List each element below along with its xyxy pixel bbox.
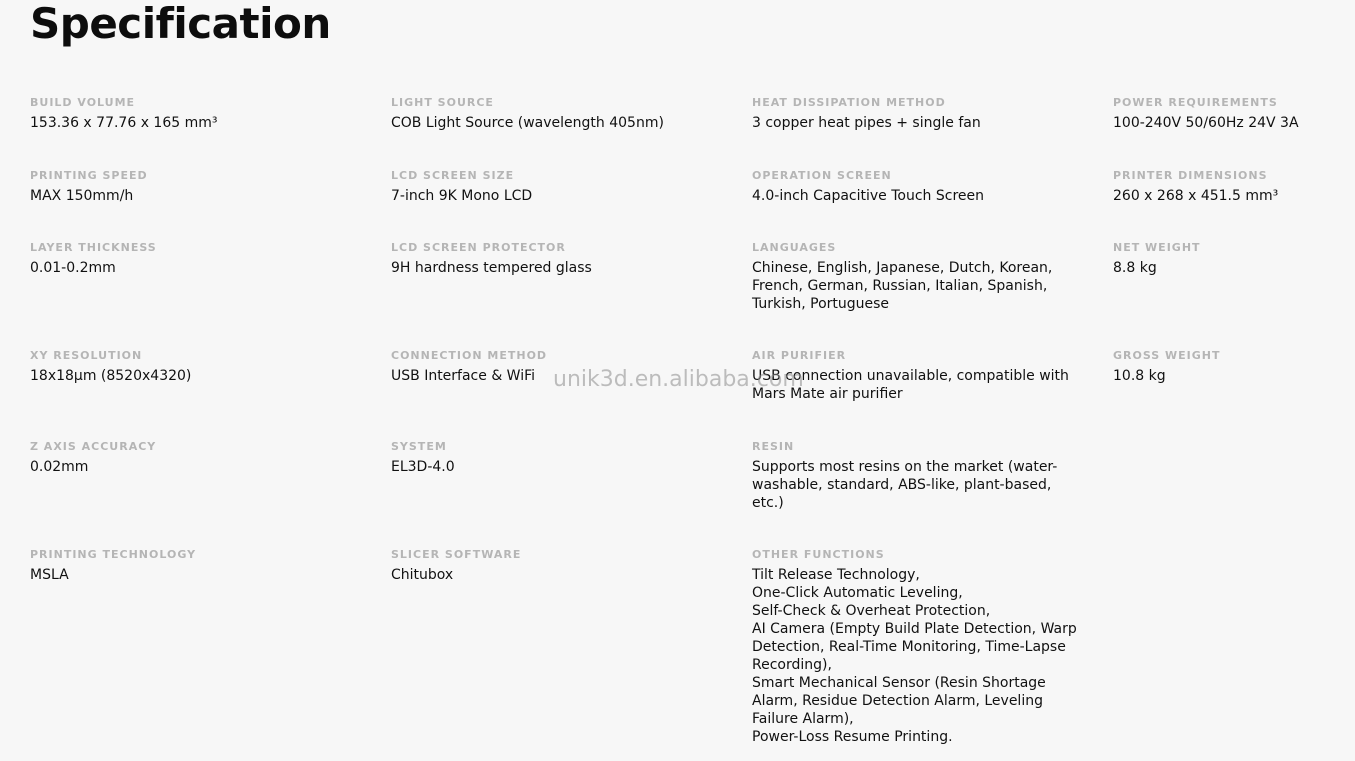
spec-value: USB Interface & WiFi bbox=[391, 368, 536, 384]
spec-value: MSLA bbox=[30, 567, 69, 583]
spec-label: HEAT DISSIPATION METHOD bbox=[752, 96, 946, 109]
spec-xy-resolution bbox=[30, 349, 386, 385]
spec-value: EL3D-4.0 bbox=[391, 459, 455, 475]
spec-label: PRINTING SPEED bbox=[30, 169, 148, 182]
spec-value: Tilt Release Technology, One-Click Automatic Leveling, Self-Check & Overheat Protection, AI Camera (Empty Build Plate Detection, Warp Detection, Real-Time Monitoring, Time-Lapse Recording), Smart Mechanical Sensor (Resin Shortage Alarm, Residue Detection Alarm, Leveling Failure Alarm), Power-Loss Resume Printing. bbox=[752, 567, 1077, 745]
spec-light-source bbox=[391, 96, 747, 132]
spec-label: PRINTING TECHNOLOGY bbox=[30, 548, 197, 561]
page-title: Specification bbox=[30, 0, 331, 48]
watermark: unik3d.en.alibaba.com bbox=[553, 367, 804, 392]
spec-value: MAX 150mm/h bbox=[30, 188, 134, 204]
spec-label: Z AXIS ACCURACY bbox=[30, 440, 157, 453]
spec-connection-method bbox=[391, 349, 747, 385]
spec-label: RESIN bbox=[752, 440, 795, 453]
spec-z-axis-accuracy bbox=[30, 440, 386, 476]
spec-value: 7-inch 9K Mono LCD bbox=[391, 188, 533, 204]
spec-printing-technology bbox=[30, 548, 386, 584]
spec-power-requirements bbox=[1113, 96, 1349, 132]
spec-other-functions bbox=[752, 548, 1110, 746]
spec-net-weight bbox=[1113, 241, 1349, 277]
spec-label: SYSTEM bbox=[391, 440, 447, 453]
spec-label: SLICER SOFTWARE bbox=[391, 548, 522, 561]
spec-value: 260 x 268 x 451.5 mm³ bbox=[1113, 188, 1279, 204]
spec-label: PRINTER DIMENSIONS bbox=[1113, 169, 1268, 182]
spec-air-purifier bbox=[752, 349, 1110, 403]
spec-value: Chitubox bbox=[391, 567, 454, 583]
spec-value: 4.0-inch Capacitive Touch Screen bbox=[752, 188, 984, 204]
spec-label: LAYER THICKNESS bbox=[30, 241, 157, 254]
spec-label: NET WEIGHT bbox=[1113, 241, 1201, 254]
spec-value: 0.01-0.2mm bbox=[30, 260, 116, 276]
spec-label: OPERATION SCREEN bbox=[752, 169, 892, 182]
spec-label: AIR PURIFIER bbox=[752, 349, 847, 362]
spec-value: 18x18μm (8520x4320) bbox=[30, 368, 192, 384]
spec-value: 0.02mm bbox=[30, 459, 89, 475]
spec-printing-speed bbox=[30, 169, 386, 205]
spec-resin bbox=[752, 440, 1110, 512]
spec-label: CONNECTION METHOD bbox=[391, 349, 548, 362]
spec-value: USB connection unavailable, compatible with Mars Mate air purifier bbox=[752, 368, 1069, 402]
spec-label: LIGHT SOURCE bbox=[391, 96, 494, 109]
spec-label: LCD SCREEN PROTECTOR bbox=[391, 241, 566, 254]
spec-value: COB Light Source (wavelength 405nm) bbox=[391, 115, 664, 131]
spec-value: 3 copper heat pipes + single fan bbox=[752, 115, 981, 131]
spec-operation-screen bbox=[752, 169, 1110, 205]
spec-value: Chinese, English, Japanese, Dutch, Korean, French, German, Russian, Italian, Spanish, Turkish, Portuguese bbox=[752, 260, 1053, 312]
spec-lcd-screen-size bbox=[391, 169, 747, 205]
spec-label: LCD SCREEN SIZE bbox=[391, 169, 515, 182]
spec-languages bbox=[752, 241, 1110, 313]
spec-value: 9H hardness tempered glass bbox=[391, 260, 592, 276]
spec-value: 153.36 x 77.76 x 165 mm³ bbox=[30, 115, 218, 131]
spec-label: BUILD VOLUME bbox=[30, 96, 136, 109]
spec-label: XY RESOLUTION bbox=[30, 349, 143, 362]
spec-build-volume bbox=[30, 96, 386, 132]
spec-value: Supports most resins on the market (water- washable, standard, ABS-like, plant-based, etc.) bbox=[752, 459, 1058, 511]
spec-label: LANGUAGES bbox=[752, 241, 837, 254]
spec-system bbox=[391, 440, 747, 476]
spec-value: 100-240V 50/60Hz 24V 3A bbox=[1113, 115, 1299, 131]
spec-label: OTHER FUNCTIONS bbox=[752, 548, 885, 561]
spec-layer-thickness bbox=[30, 241, 386, 277]
spec-value: 8.8 kg bbox=[1113, 260, 1157, 276]
spec-value: 10.8 kg bbox=[1113, 368, 1166, 384]
spec-label: GROSS WEIGHT bbox=[1113, 349, 1221, 362]
spec-lcd-screen-protector bbox=[391, 241, 747, 277]
spec-heat-dissipation bbox=[752, 96, 1110, 132]
spec-slicer-software bbox=[391, 548, 747, 584]
spec-gross-weight bbox=[1113, 349, 1349, 385]
spec-label: POWER REQUIREMENTS bbox=[1113, 96, 1278, 109]
spec-printer-dimensions bbox=[1113, 169, 1349, 205]
